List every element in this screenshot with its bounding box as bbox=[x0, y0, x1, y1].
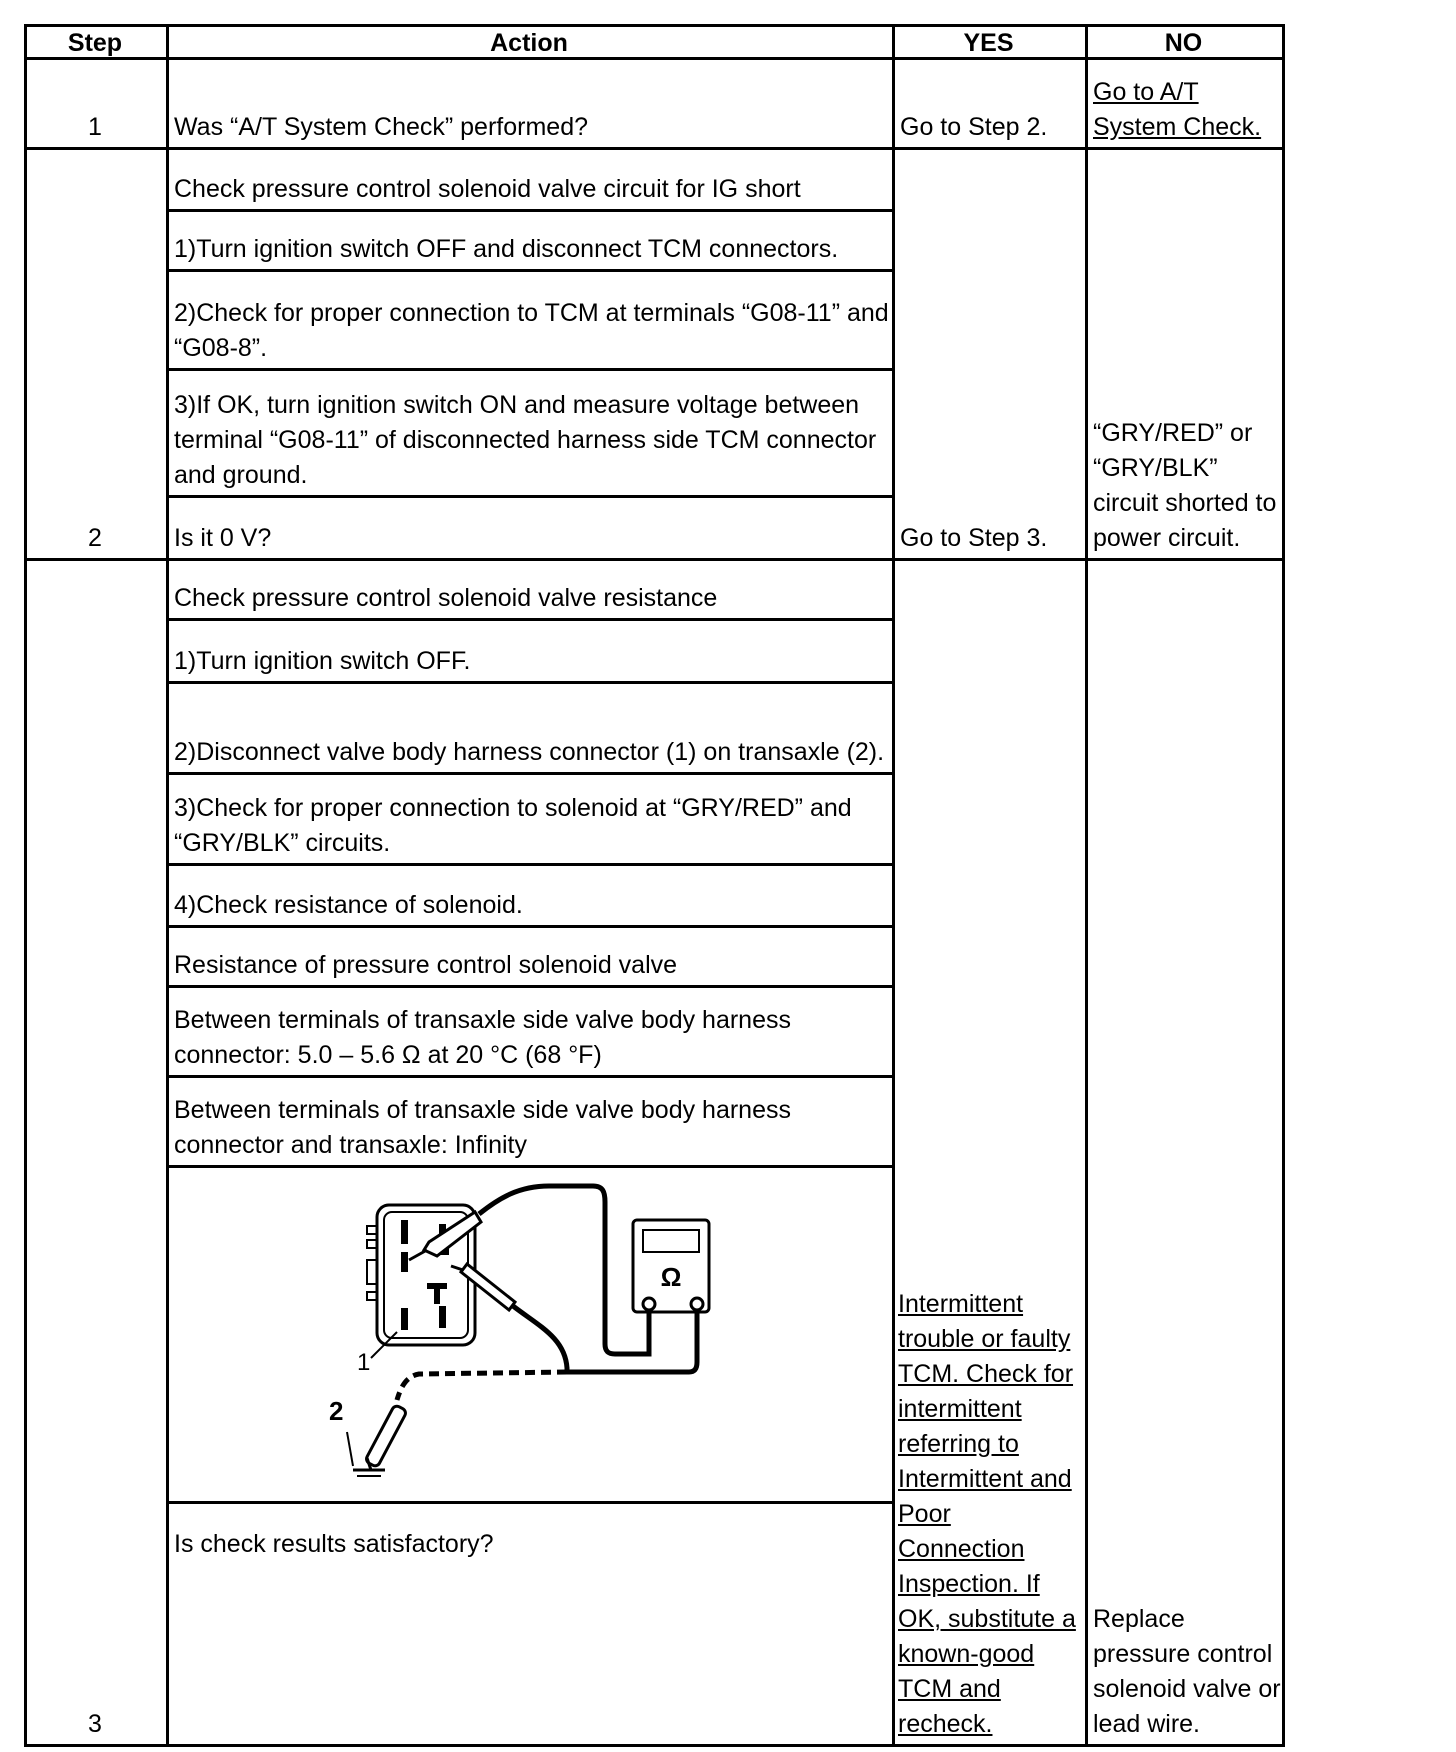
row2-action-text: Check pressure control solenoid valve circuit for IG short bbox=[174, 175, 801, 203]
row3-action-text: 4)Check resistance of solenoid. bbox=[174, 891, 523, 919]
grid-line bbox=[166, 772, 895, 775]
row3-action-title bbox=[169, 561, 892, 618]
grid-line bbox=[166, 368, 895, 371]
row1-no[interactable] bbox=[1088, 60, 1282, 147]
row1-action-text: Was “A/T System Check” performed? bbox=[174, 113, 589, 141]
row2-no-line: circuit shorted to bbox=[1093, 489, 1277, 517]
ohm-symbol: Ω bbox=[660, 1262, 682, 1292]
grid-line bbox=[166, 1165, 895, 1168]
row3-action-2 bbox=[169, 684, 892, 772]
row3-yes-link-line[interactable]: Intermittent bbox=[898, 1290, 1024, 1318]
row3-yes-link-line[interactable]: OK, substitute a bbox=[898, 1605, 1076, 1633]
grid-line bbox=[24, 1744, 1285, 1747]
row3-step-text: 3 bbox=[88, 1710, 102, 1738]
row3-no-line: lead wire. bbox=[1093, 1710, 1200, 1738]
row2-action-3 bbox=[169, 371, 892, 495]
row2-step-text: 2 bbox=[88, 524, 102, 552]
header-step: Step bbox=[67, 29, 123, 57]
row3-action-text: Check pressure control solenoid valve resistance bbox=[174, 584, 718, 612]
grid-line bbox=[24, 24, 27, 1747]
row3-action-1 bbox=[169, 621, 892, 681]
row2-step bbox=[24, 150, 166, 558]
row3-no-line: solenoid valve or bbox=[1093, 1675, 1281, 1703]
grid-line bbox=[1282, 24, 1285, 1747]
row3-no-line: pressure control bbox=[1093, 1640, 1273, 1668]
row3-no bbox=[1088, 561, 1282, 1744]
row3-yes-link-line[interactable]: TCM and bbox=[898, 1675, 1001, 1703]
row3-yes-link-line[interactable]: recheck. bbox=[898, 1710, 993, 1738]
row3-step bbox=[24, 561, 166, 1744]
row3-action-text: 1)Turn ignition switch OFF. bbox=[174, 647, 471, 675]
row3-yes-link-line[interactable]: Poor bbox=[898, 1500, 951, 1528]
resistance-measurement-figure bbox=[169, 1168, 892, 1501]
row1-action bbox=[169, 60, 892, 147]
row2-no-line: power circuit. bbox=[1093, 524, 1241, 552]
grid-line bbox=[892, 24, 895, 1747]
row1-yes bbox=[895, 60, 1085, 147]
header-yes: YES bbox=[963, 29, 1014, 57]
grid-line bbox=[1085, 24, 1088, 1747]
grid-line bbox=[166, 1501, 895, 1504]
row1-no-link-line[interactable]: System Check. bbox=[1093, 113, 1262, 141]
grid-line bbox=[166, 925, 895, 928]
row2-action-title bbox=[169, 150, 892, 209]
row3-yes-link-line[interactable]: Connection bbox=[898, 1535, 1025, 1563]
row2-action-text: 1)Turn ignition switch OFF and disconnect TCM connectors. bbox=[174, 235, 839, 263]
row2-action-2 bbox=[169, 272, 892, 368]
row3-yes-link-line[interactable]: Intermittent and bbox=[898, 1465, 1072, 1493]
row3-action-text: Resistance of pressure control solenoid valve bbox=[174, 951, 678, 979]
row3-action-text: Between terminals of transaxle side valve body harness connector and transaxle: Infinity bbox=[174, 1096, 791, 1159]
row3-yes-link-line[interactable]: trouble or faulty bbox=[898, 1325, 1071, 1353]
grid-line bbox=[166, 863, 895, 866]
row2-no-line: “GRY/BLK” bbox=[1093, 454, 1218, 482]
grid-line bbox=[166, 681, 895, 684]
row3-action-text: 3)Check for proper connection to solenoid at “GRY/RED” and “GRY/BLK” circuits. bbox=[174, 794, 852, 857]
header-no: NO bbox=[1164, 29, 1203, 57]
row2-no-line: “GRY/RED” or bbox=[1093, 419, 1253, 447]
grid-line bbox=[166, 495, 895, 498]
row2-action-1 bbox=[169, 212, 892, 269]
row2-yes-text: Go to Step 3. bbox=[900, 524, 1048, 552]
row3-action-4 bbox=[169, 866, 892, 925]
row2-no bbox=[1088, 150, 1282, 558]
row3-yes-link-line[interactable]: TCM. Check for bbox=[898, 1360, 1074, 1388]
row3-action-3 bbox=[169, 775, 892, 863]
row2-yes bbox=[895, 150, 1085, 558]
row1-step bbox=[24, 60, 166, 147]
row3-action-text: Between terminals of transaxle side valve body harness connector: 5.0 – 5.6 Ω at 20 °C (68 °F) bbox=[174, 1006, 791, 1069]
troubleshooting-table bbox=[24, 24, 1420, 1748]
grid-line bbox=[166, 1075, 895, 1078]
header-action: Action bbox=[490, 29, 568, 57]
grid-line bbox=[166, 269, 895, 272]
row3-action-text: 2)Disconnect valve body harness connector (1) on transaxle (2). bbox=[174, 738, 885, 766]
wiring-diagram bbox=[169, 1168, 892, 1501]
row1-no-link-line[interactable]: Go to A/T bbox=[1093, 78, 1199, 106]
row3-action-question bbox=[169, 1504, 892, 1564]
row3-yes[interactable] bbox=[895, 561, 1085, 1744]
row3-action-spec-1 bbox=[169, 988, 892, 1075]
ohmmeter-icon bbox=[633, 1220, 709, 1312]
row3-action-text: Is check results satisfactory? bbox=[174, 1530, 494, 1558]
grid-line bbox=[166, 24, 169, 1747]
row2-action-text: 3)If OK, turn ignition switch ON and measure voltage between terminal “G08-11” of disconnected harness side TCM connector and ground. bbox=[174, 391, 877, 489]
row3-action-spec-title bbox=[169, 928, 892, 985]
grid-line bbox=[166, 618, 895, 621]
row3-yes-link-line[interactable]: referring to bbox=[898, 1430, 1019, 1458]
row2-action-text: 2)Check for proper connection to TCM at terminals “G08-11” and “G08-8”. bbox=[174, 299, 889, 362]
label-connector-1: 1 bbox=[357, 1349, 371, 1376]
row1-yes-text: Go to Step 2. bbox=[900, 113, 1048, 141]
label-transaxle-2: 2 bbox=[329, 1396, 344, 1426]
row3-no-line: Replace bbox=[1093, 1605, 1185, 1633]
row2-action-question bbox=[169, 498, 892, 558]
probe-drawing bbox=[365, 1212, 515, 1468]
row3-action-spec-2 bbox=[169, 1078, 892, 1165]
grid-line bbox=[24, 57, 1285, 60]
row1-step-text: 1 bbox=[88, 113, 102, 141]
grid-line bbox=[166, 985, 895, 988]
row3-yes-link-line[interactable]: intermittent bbox=[898, 1395, 1022, 1423]
row3-yes-link-line[interactable]: known-good bbox=[898, 1640, 1035, 1668]
grid-line bbox=[24, 147, 1285, 150]
row3-yes-link-line[interactable]: Inspection. If bbox=[898, 1570, 1040, 1598]
grid-line bbox=[24, 24, 1285, 27]
grid-line bbox=[24, 558, 1285, 561]
grid-line bbox=[166, 209, 895, 212]
row2-action-text: Is it 0 V? bbox=[174, 524, 272, 552]
